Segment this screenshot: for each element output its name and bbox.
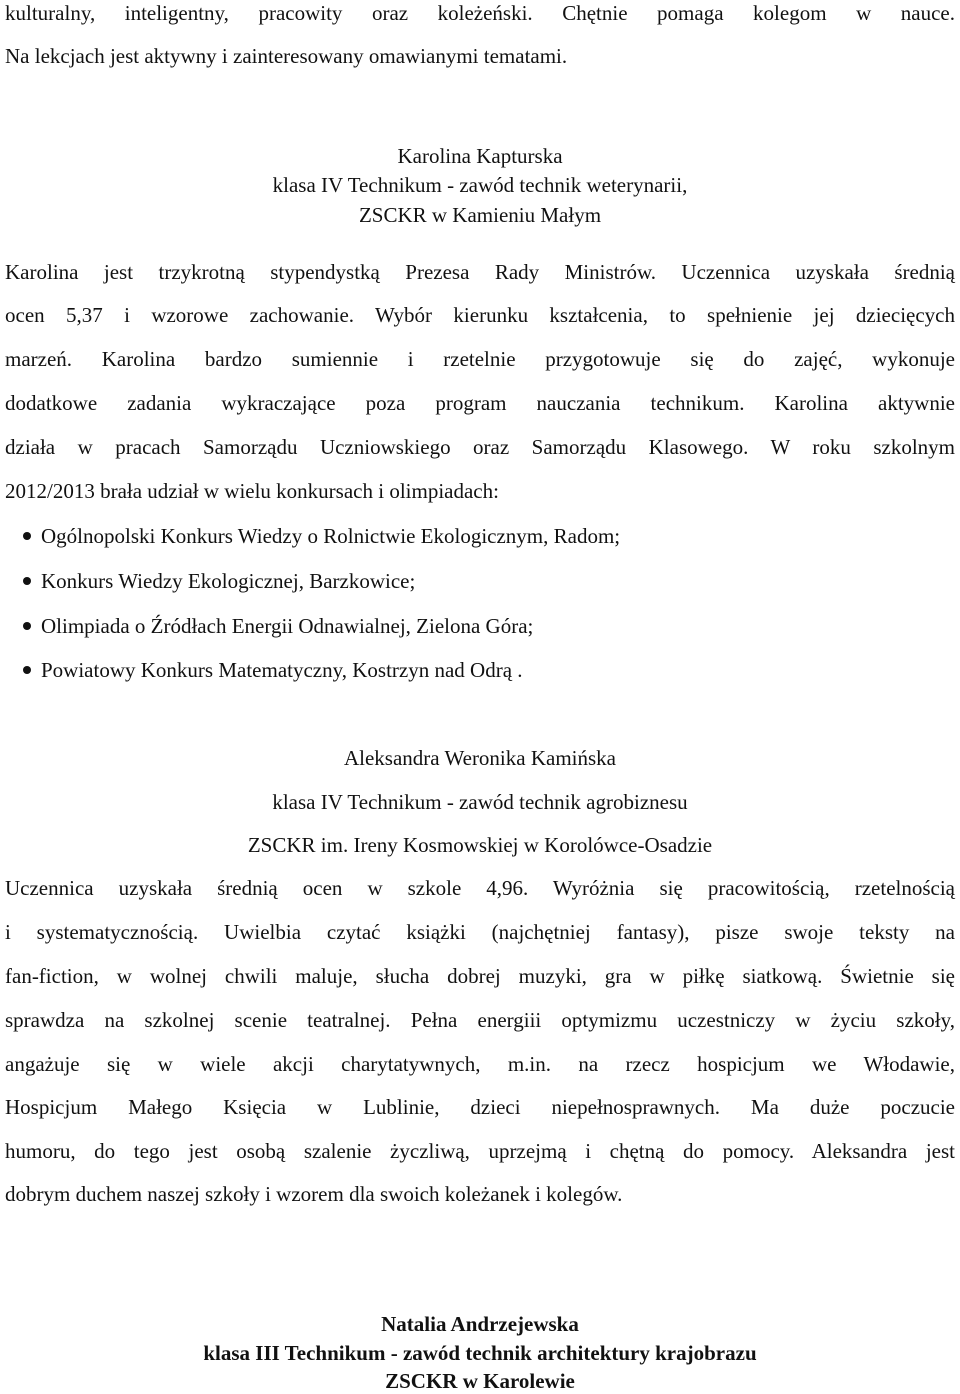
profile2-line-6: Hospicjum Małego Księcia w Lublinie, dzieci niepełnosprawnych. Ma duże poczucie — [5, 1095, 955, 1119]
list-item — [0, 568, 960, 594]
profile2-line-2: i systematycznością. Uwielbia czytać książki (najchętniej fantasy), pisze swoje teksty na — [5, 920, 955, 944]
profile3-class: klasa III Technikum - zawód technik architektury krajobrazu — [203, 1341, 757, 1365]
bullet-icon — [23, 532, 31, 540]
profile2-class: klasa IV Technikum - zawód technik agrobiznesu — [272, 790, 688, 814]
profile1-line-5: działa w pracach Samorządu Uczniowskiego oraz Samorządu Klasowego. W roku szkolnym — [5, 435, 955, 459]
list-item — [0, 657, 960, 683]
profile1-line-4: dodatkowe zadania wykraczające poza program nauczania technikum. Karolina aktywnie — [5, 391, 955, 415]
list-item-text: Ogólnopolski Konkurs Wiedzy o Rolnictwie Ekologicznym, Radom; — [41, 524, 621, 548]
bullet-icon — [23, 577, 31, 585]
profile2-school: ZSCKR im. Ireny Kosmowskiej w Korolówce-Osadzie — [247, 833, 713, 857]
list-item-text: Olimpiada o Źródłach Energii Odnawialnej, Zielona Góra; — [41, 614, 534, 638]
intro-line-2: Na lekcjach jest aktywny i zainteresowany omawianymi tematami. — [5, 44, 568, 68]
profile2-line-1: Uczennica uzyskała średnią ocen w szkole 4,96. Wyróżnia się pracowitością, rzetelnością — [5, 876, 955, 900]
profile3-name: Natalia Andrzejewska — [381, 1312, 579, 1336]
profile2-line-7: humoru, do tego jest osobą szalenie życzliwą, uprzejmą i chętną do pomocy. Aleksandra jest — [5, 1139, 955, 1163]
profile1-school: ZSCKR w Kamieniu Małym — [358, 203, 602, 227]
profile2-line-5: angażuje się w wiele akcji charytatywnych, m.in. na rzecz hospicjum we Włodawie, — [5, 1052, 955, 1076]
profile2-line-4: sprawdza na szkolnej scenie teatralnej. Pełna energiii optymizmu uczestniczy w życiu szkoły, — [5, 1008, 955, 1032]
profile1-line-3: marzeń. Karolina bardzo sumiennie i rzetelnie przygotowuje się do zajęć, wykonuje — [5, 347, 955, 371]
list-item — [0, 523, 960, 549]
profile3-school: ZSCKR w Karolewie — [385, 1369, 575, 1393]
profile1-class: klasa IV Technikum - zawód technik weterynarii, — [272, 173, 688, 197]
list-item — [0, 613, 960, 639]
profile1-line-1: Karolina jest trzykrotną stypendystką Prezesa Rady Ministrów. Uczennica uzyskała średnią — [5, 260, 955, 284]
list-item-text: Powiatowy Konkurs Matematyczny, Kostrzyn nad Odrą . — [41, 658, 523, 682]
intro-line-1: kulturalny, inteligentny, pracowity oraz koleżeński. Chętnie pomaga kolegom w nauce. — [5, 1, 955, 25]
profile1-line-6: 2012/2013 brała udział w wielu konkursach i olimpiadach: — [5, 479, 499, 503]
profile1-line-2: ocen 5,37 i wzorowe zachowanie. Wybór kierunku kształcenia, to spełnienie jej dziecięcych — [5, 303, 955, 327]
bullet-icon — [23, 622, 31, 630]
profile2-name: Aleksandra Weronika Kamińska — [343, 746, 616, 770]
profile1-name: Karolina Kapturska — [397, 144, 563, 168]
bullet-icon — [23, 666, 31, 674]
profile2-line-8: dobrym duchem naszej szkoły i wzorem dla swoich koleżanek i kolegów. — [5, 1182, 623, 1206]
profile2-line-3: fan-fiction, w wolnej chwili maluje, słucha dobrej muzyki, gra w piłkę siatkową. Świetnie się — [5, 964, 955, 988]
list-item-text: Konkurs Wiedzy Ekologicznej, Barzkowice; — [41, 569, 416, 593]
